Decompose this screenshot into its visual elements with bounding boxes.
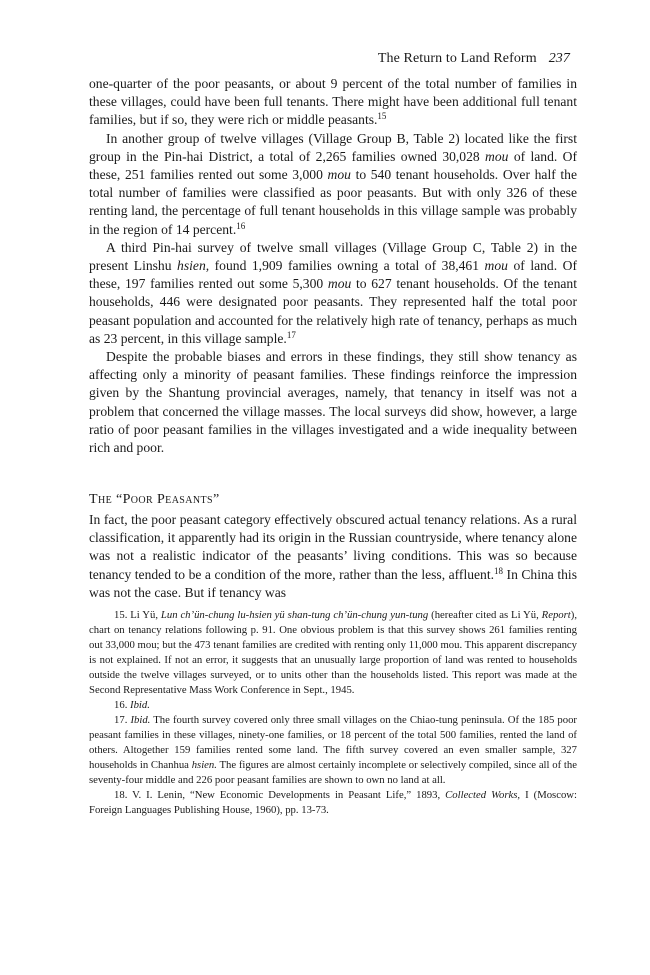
running-head-title: The Return to Land Reform [377, 51, 537, 66]
footnote-text: 16. [114, 699, 131, 711]
footnote-15 [89, 608, 577, 698]
page-number: 237 [548, 51, 570, 66]
ibid: Ibid. [130, 699, 150, 711]
ibid: Ibid. [130, 714, 151, 726]
italic-term: mou [327, 167, 351, 183]
footnote-ref-17[interactable]: 17 [286, 329, 296, 340]
footnote-text: 15. Li Yü, [114, 609, 161, 621]
italic-term: hsien. [191, 759, 217, 771]
cited-title: Report [541, 609, 571, 621]
italic-term: hsien, [177, 258, 210, 274]
footnotes [89, 608, 577, 818]
running-head [378, 51, 570, 67]
section-heading: The “Poor Peasants” [89, 492, 220, 507]
italic-term: mou [485, 148, 509, 164]
footnote-text: The figures are almost certainly incomplete or selectively compiled, since all of the seventy-four middle and 226 poor peasant families are shown to own no land at all. [89, 759, 577, 786]
footnote-16 [89, 698, 577, 713]
footnote-text: 18. V. I. Lenin, “New Economic Developments in Peasant Life,” 1893, [114, 789, 446, 801]
italic-term: mou [327, 276, 352, 292]
paragraph-3-text: A third Pin-hai survey of twelve small villages (Village Group C, Table 2) in the present Linshu [89, 239, 577, 274]
paragraph-3-text: found 1,909 families owning a total of 38,461 [209, 258, 485, 274]
footnote-ref-16[interactable]: 16 [236, 220, 246, 231]
paragraph-3 [89, 239, 577, 348]
paragraph-2-text: of land. Of these, 251 families rented out some 3,000 [89, 148, 577, 183]
paragraph-1-text: one-quarter of the poor peasants, or about 9 percent of the total number of families in these villages, could have been full tenants. There might have been additional full tenant families, but if so, they were rich or middle peasants. [89, 76, 577, 128]
footnote-text: ), chart on tenancy relations following p. 91. One obvious problem is that this survey shows 261 families renting out 33,000 mou; but the 473 tenant families are credited with renting only 11,000 mou. This apparent discrepancy is not explained. If not an error, it suggests that an unusually large proportion of land was rented to households outside the twelve villages surveyed, or to units other than the households listed. This report was made at the Second Representative Mass Work Conference in Sept., 1945. [89, 609, 577, 696]
paragraph-4: Despite the probable biases and errors in these findings, they still show tenancy as affecting only a minority of peasant families. These findings reinforce the impression given by the Shantung provincial averages, namely, that tenancy in itself was not a problem that concerned the village masses. The local surveys did show, however, a large ratio of poor peasant families in the villages investigated and a wide inequality between rich and poor. [89, 349, 577, 456]
footnote-text: I (Moscow: Foreign Languages Publishing House, 1960), pp. 13-73. [89, 789, 577, 816]
paragraph-3-text: of land. Of these, 197 families rented out some 5,300 [89, 258, 577, 292]
body-text [89, 75, 577, 457]
section-body [89, 511, 577, 602]
cited-title: Collected Works, [445, 789, 521, 801]
paragraph-1 [89, 75, 577, 130]
footnote-ref-15[interactable]: 15 [377, 111, 387, 122]
paragraph-5-text: In fact, the poor peasant category effectively obscured actual tenancy relations. As a rural classification, it apparently had its origin in the Russian countryside, where tenancy alone was not a realistic indicator of the peasants’ living conditions. This was so because tenancy tended to be a condition of the more, rather than the less, affluent. [89, 512, 577, 582]
footnote-ref-18[interactable]: 18 [494, 565, 504, 576]
footnote-text: 17. [114, 714, 131, 726]
paragraph-2-text: In another group of twelve villages (Village Group B, Table 2) located like the first group in the Pin-hai District, a total of 2,265 families owned 30,028 [89, 130, 577, 164]
italic-term: mou [484, 258, 508, 274]
paragraph-3-text: to 627 tenant households. Of the tenant households, 446 were designated poor peasants. They represented half the total poor peasant population and accounted for the relatively high rate of tenancy, perhaps as much as 23 percent, in this village sample. [89, 276, 577, 346]
footnote-18 [89, 788, 577, 818]
footnote-text: (hereafter cited as Li Yü, [428, 609, 542, 621]
paragraph-5 [89, 511, 577, 602]
cited-title: Lun ch’ün-chung lu-hsien yü shan-tung ch’ün-chung yun-tung [160, 609, 429, 621]
footnote-17 [89, 713, 577, 788]
paragraph-2 [89, 130, 577, 239]
paragraph-5-text: In China this was not the case. But if tenancy was [89, 566, 577, 600]
paragraph-2-text: to 540 tenant households. Over half the total number of families were classified as poor peasants. But with only 326 of these renting land, the percentage of full tenant households in this village sample was probably in the region of 14 percent. [89, 167, 577, 237]
footnote-text: The fourth survey covered only three small villages on the Chiao-tung peninsula. Of the 185 poor peasant families in these villages, ninety-one families, or 18 percent of the total 500 families, rented the land of others. Altogether 159 families rented some land. The fifth survey covered an even smaller sample, 327 households in Chanhua [89, 714, 577, 771]
